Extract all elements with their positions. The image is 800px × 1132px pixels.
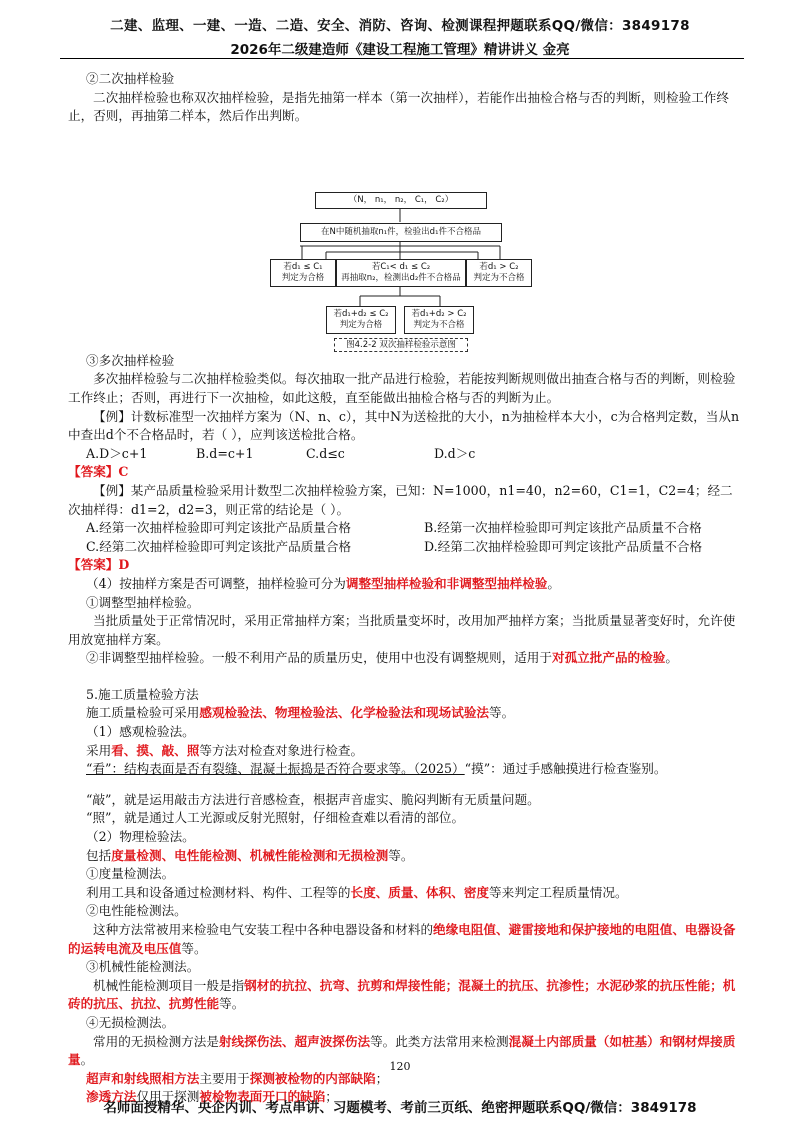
paragraph: [68, 649, 740, 668]
paragraph: [68, 921, 740, 958]
flow-text: 判定为合格: [281, 272, 325, 283]
option: D.经第二次抽样检验即可判定该批产品质量不合格: [424, 538, 703, 554]
text: 包括: [86, 847, 112, 863]
answer: 【答案】C: [68, 464, 129, 480]
highlight: 探测被检物的内部缺陷: [249, 1070, 376, 1086]
highlight: 长度、质量、体积、密度: [350, 884, 489, 900]
text: 利用工具和设备通过检测材料、构件、工程等的: [86, 884, 351, 900]
highlight: 混凝土内部质量（如桩基）和钢材焊接质量: [68, 1033, 736, 1068]
text: 等来判定工程质量情况。: [489, 884, 628, 900]
flow-text: 判定为不合格: [413, 319, 465, 330]
text: 等。: [489, 705, 515, 721]
page-number: 120: [389, 1060, 411, 1073]
answer: 【答案】D: [68, 557, 130, 573]
paragraph: [68, 575, 740, 594]
flow-caption: 图4.2-2 双次抽样检验示意图: [334, 338, 468, 352]
text: 等。: [219, 996, 245, 1012]
option: A.经第一次抽样检验即可判定该批产品质量合格: [86, 520, 351, 536]
flow-first-sample-box: 在N中随机抽取n₁件，检验出d₁件不合格品: [300, 223, 502, 242]
highlight: 射线探伤法、超声波探伤法: [218, 1033, 371, 1049]
underlined-text: “看”：结构表面是否有裂缝、混凝土振捣是否符合要求等。（2025）: [86, 761, 465, 777]
highlight: 绝缘电阻值、避雷接地和保护接地的电阻值、电器设备的运转电流及电压值: [68, 922, 736, 956]
subsection-title: （1）感观检验法。: [86, 724, 195, 740]
flow-second-sample-box: [336, 259, 466, 287]
text: 机械性能检测项目一般是指: [93, 977, 245, 993]
footer-contact: 名师面授精华、央企内训、考点串讲、习题模考、考前三页纸、绝密押题联系QQ/微信：3849178: [103, 1100, 697, 1116]
paragraph: [68, 704, 740, 723]
spacer: [68, 779, 740, 791]
option: C.d≤c: [306, 445, 345, 461]
option: D.d＞c: [434, 445, 476, 461]
option: C.经第二次抽样检验即可判定该批产品质量合格: [86, 538, 352, 554]
highlight: 对孤立批产品的检验: [551, 650, 666, 666]
section-title: 5.施工质量检验方法: [86, 686, 199, 702]
paragraph: [68, 847, 740, 866]
subsection-title: （2）物理检验法。: [86, 829, 195, 845]
example-options: [68, 445, 740, 464]
flow-reject-box-2: [404, 306, 474, 334]
flow-accept-box-2: [326, 306, 396, 334]
paragraph: [68, 742, 740, 761]
text: 仅用于探测: [136, 1089, 200, 1105]
highlight: 看、摸、敲、照: [111, 742, 200, 758]
text: 这种方法常被用来检验电气安装工程中各种电器设备和材料的: [93, 922, 434, 937]
text: 。: [547, 575, 560, 591]
example-options: [68, 519, 740, 538]
paragraph: [68, 760, 740, 779]
text: 主要用于: [199, 1070, 250, 1086]
subsection-title: ③机械性能检测法。: [86, 959, 200, 975]
spacer: [68, 668, 740, 686]
highlight: 钢材的抗拉、抗弯、抗剪和焊接性能；混凝土的抗压、抗渗性；水泥砂浆的抗压性能；机砖的抗压、抗拉、抗剪性能: [68, 977, 736, 1012]
text: （4）按抽样方案是否可调整，抽样检验可分为: [86, 575, 346, 591]
text: 常用的无损检测方法是: [93, 1033, 219, 1049]
flow-text: 判定为合格: [339, 319, 383, 330]
example-options: [68, 538, 740, 557]
option: B.经第一次抽样检验即可判定该批产品质量不合格: [424, 520, 702, 536]
flow-text: 若d₁ ≤ C₁: [283, 261, 323, 272]
paragraph: “照”，就是通过人工光源或反射光照射，仔细检查难以看清的部位。: [86, 810, 465, 826]
paragraph: “敲”，就是运用敲击方法进行音感检查，根据声音虚实、脆闷判断有无质量问题。: [86, 791, 540, 807]
text: ；: [325, 1089, 338, 1105]
paragraph: 多次抽样检验与二次抽样检验类似。每次抽取一批产品进行检验，若能按判断规则做出抽查合格与否的判断，则检验工作终止；否则，再进行下一次抽检，如此这般，直至能做出抽检合格与否的判断为止。: [68, 371, 736, 405]
text: 等。: [181, 940, 207, 956]
text: 等。此类方法常用来检测: [370, 1033, 509, 1049]
flow-text: 若C₁< d₁ ≤ C₂: [371, 261, 431, 272]
flow-reject-box-1: [466, 259, 532, 287]
subsection-title: ④无损检测法。: [86, 1014, 175, 1030]
highlight: 超声和射线照相方法: [86, 1070, 200, 1086]
text: ；: [375, 1070, 389, 1086]
page-content: [68, 70, 740, 1107]
subsection-title: ①度量检测法。: [86, 866, 175, 882]
flow-params-box: （N， n₁， n₂， C₁， C₂）: [315, 192, 487, 209]
flow-chart: [68, 126, 740, 352]
example-question: 【例】某产品质量检验采用计数型二次抽样检验方案，已知：N=1000，n1=40，n2=60，C1=1，C2=4；经二次抽样得：d1=2，d2=3，则正常的结论是（ ）。: [68, 482, 733, 517]
header-rule: [60, 58, 744, 59]
highlight: 度量检测、电性能检测、机械性能检测和无损检测: [111, 847, 389, 863]
highlight: 感观检验法、物理检验法、化学检验法和现场试验法: [199, 705, 489, 721]
option: A.D＞c+1: [86, 445, 148, 461]
paragraph: 二次抽样检验也称双次抽样检验，是指先抽第一样本（第一次抽样），若能作出抽检合格与否的判断，则检验工作终止，否则，再抽第二样本，然后作出判断。: [68, 89, 729, 124]
section-title: ③多次抽样检验: [86, 352, 175, 368]
subsection-title: ②电性能检测法。: [86, 903, 187, 919]
paragraph: [68, 977, 740, 1014]
flow-text: 若d₁ > C₂: [479, 261, 519, 272]
highlight: 渗透方法: [86, 1089, 137, 1105]
flow-text: 再抽取n₂，检测出d₂件不合格品: [341, 272, 461, 283]
flow-accept-box-1: [270, 259, 336, 287]
text: 采用: [86, 742, 112, 758]
paragraph: 当批质量处于正常情况时，采用正常抽样方案；当批质量变坏时，改用加严抽样方案；当批质量显著变好时，允许使用放宽抽样方案。: [68, 613, 736, 647]
text: 。: [665, 650, 678, 666]
section-title: ②二次抽样检验: [86, 71, 175, 86]
highlight: 调整型抽样检验和非调整型抽样检验: [345, 575, 548, 591]
example-question: 【例】计数标准型一次抽样方案为（N、n、c），其中N为送检批的大小，n为抽检样本大小，c为合格判定数，当从n中查出d个不合格品时，若（ ），应判该送检批合格。: [68, 408, 740, 443]
text: 施工质量检验可采用: [86, 705, 200, 721]
text: 等方法对检查对象进行检查。: [199, 742, 364, 758]
option: B.d=c+1: [196, 445, 254, 461]
flow-text: 若d₁+d₂ > C₂: [411, 308, 467, 319]
header-title: 2026年二级建造师《建设工程施工管理》精讲讲义 金亮: [230, 42, 570, 58]
text: 等。: [388, 847, 414, 863]
header-contact: 二建、监理、一建、一造、二造、安全、消防、咨询、检测课程押题联系QQ/微信：3849178: [110, 18, 690, 34]
highlight: 被检物表面开口的缺陷: [199, 1089, 326, 1105]
flow-text: 若d₁+d₂ ≤ C₂: [333, 308, 389, 319]
subsection-title: ①调整型抽样检验。: [86, 594, 200, 610]
paragraph: [68, 884, 740, 903]
text: ②非调整型抽样检验。一般不利用产品的质量历史，使用中也没有调整规则，适用于: [86, 650, 552, 666]
text: 。: [80, 1052, 94, 1068]
flow-text: 判定为不合格: [473, 272, 525, 283]
text: “摸”：通过手感触摸进行检查鉴别。: [464, 761, 667, 777]
